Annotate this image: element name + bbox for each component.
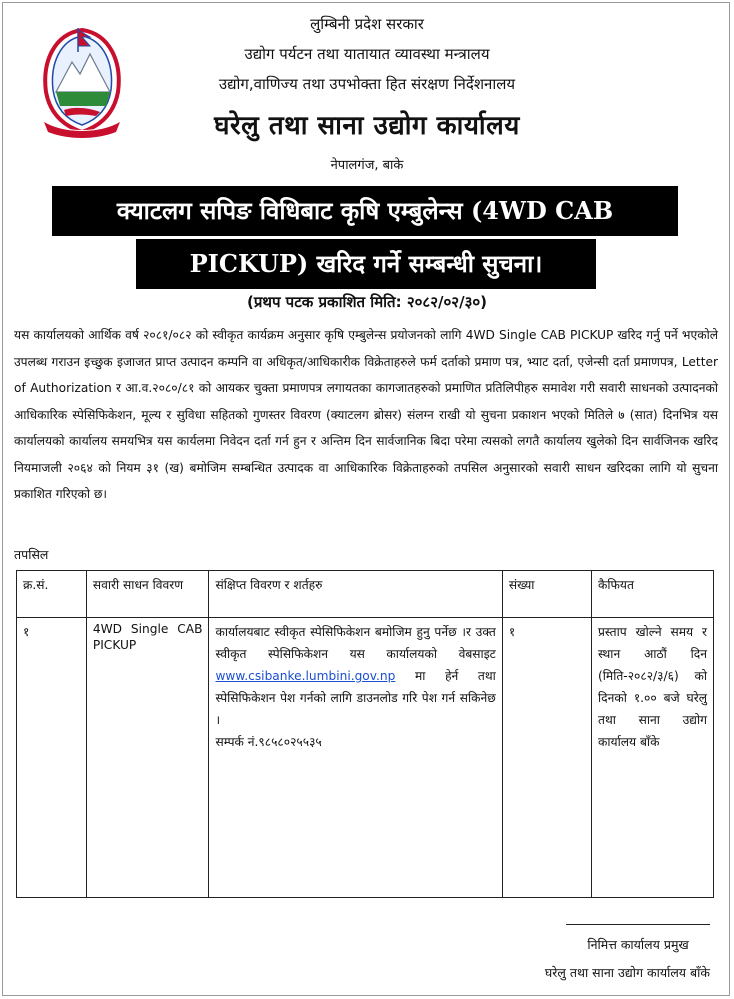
contact-number: सम्पर्क नं.९८५८०२५५३५	[215, 735, 322, 749]
notice-body: यस कार्यालयको आर्थिक वर्ष २०८१/०८२ को स्वीकृत कार्यक्रम अनुसार कृषि एम्बुलेन्स प्रयोजनको लागि 4WD Single CAB PICKUP खरिद गर्नु पर्ने भएकोले उपलब्ध गराउन इच्छुक इजाजत प्राप्त उत्पादन कम्पनि वा अधिकृत/आधिकारीक विक्रेताहरुले फर्म दर्ताको प्रमाण पत्र, भ्याट दर्ता, एजेन्सी दर्ता प्रमाणपत्र, Letter of Authorization र आ.व.२०८०/८१ को आयकर चुक्ता प्रमाणपत्र लगायतका कागजातहरुको प्रमाणित प्रतिलिपीहरु समावेश गरी सवारी साधनको उत्पादनको आधिकारिक स्पेसिफिकेशन, मूल्य र सुविधा सहितको गुणस्तर विवरण (क्याटलग ब्रोसर) संलग्न राखी यो सुचना प्रकाशन भएको मितिले ७ (सात) दिनभित्र यस कार्यालयको कार्यालय समयभित्र यस कार्यलमा निवेदन दर्ता गर्न हुन र अन्तिम दिन सार्वजानिक बिदा परेमा त्यसको लगतै कार्यालय खुलेको दिन सार्वजिनक खरिद नियमाजली २०६४ को नियम ३१ (ख) बमोजिम सम्बन्धित उत्पादक वा आधिकारिक विक्रेताहरुको तपसिल अनुसारको सवारी साधन खरिदका लागि यो सुचना प्रकाशित गरिएको छ।	[14, 328, 718, 501]
col-header-sn: क्र.सं.	[17, 571, 87, 618]
description-text-continued: मा हेर्न तथा स्पेसिफिकेशन पेश गर्नको लागि डाउनलोड गरि पेश गर्न सकिनेछ ।	[215, 669, 496, 727]
office-title: घरेलु तथा साना उद्योग कार्यालय	[214, 111, 520, 141]
schedule-label: तपसिल	[14, 547, 49, 562]
col-header-remarks: कैफियत	[592, 571, 714, 618]
header-ministry: उद्योग पर्यटन तथा यातायात व्यावस्था मन्त्रालय	[244, 45, 490, 63]
col-header-vehicle: सवारी साधन विवरण	[86, 571, 209, 618]
signatory-office: घरेलु तथा साना उद्योग कार्यालय बाँके	[544, 965, 710, 980]
office-location: नेपालगंज, बाके	[330, 158, 404, 173]
col-header-description: संक्षिप्त विवरण र शर्तहरु	[209, 571, 502, 618]
header-province: लुम्बिनी प्रदेश सरकार	[310, 15, 424, 33]
schedule-table	[16, 570, 714, 898]
cell-vehicle: 4WD Single CAB PICKUP	[86, 618, 209, 898]
cell-sn: १	[17, 618, 87, 898]
table-row	[17, 618, 714, 898]
header-directorate: उद्योग,वाणिज्य तथा उपभोक्ता हित संरक्षण निर्देशनालय	[218, 75, 516, 93]
cell-description	[209, 618, 502, 898]
published-date: (प्रथप पटक प्रकाशित मिति: २०८२/०२/३०)	[246, 293, 488, 311]
cell-remarks: प्रस्ताप खोल्ने समय र स्थान आठौं दिन (मिति-२०८२/३/६) को दिनको १.०० बजे घरेलु तथा साना उद्योग कार्यालय बाँके	[592, 618, 714, 898]
signatory-title: निमित्त कार्यालय प्रमुख	[587, 937, 689, 952]
col-header-quantity: संख्या	[502, 571, 591, 618]
cell-quantity: १	[502, 618, 591, 898]
notice-title-line2: PICKUP) खरिद गर्ने सम्बन्धी सुचना।	[136, 239, 596, 289]
description-text: कार्यालयबाट स्वीकृत स्पेसिफिकेशन बमोजिम हुनु पर्नेछ ।र उक्त स्वीकृत स्पेसिफिकेशन यस कार्यालयको वेबसाइट	[215, 625, 496, 661]
notice-title-line1: क्याटलग सपिङ विधिबाट कृषि एम्बुलेन्स (4WD CAB	[52, 186, 678, 236]
signature-line	[566, 924, 710, 925]
website-link[interactable]: www.csibanke.lumbini.gov.np	[215, 669, 396, 683]
table-header-row	[17, 571, 714, 618]
